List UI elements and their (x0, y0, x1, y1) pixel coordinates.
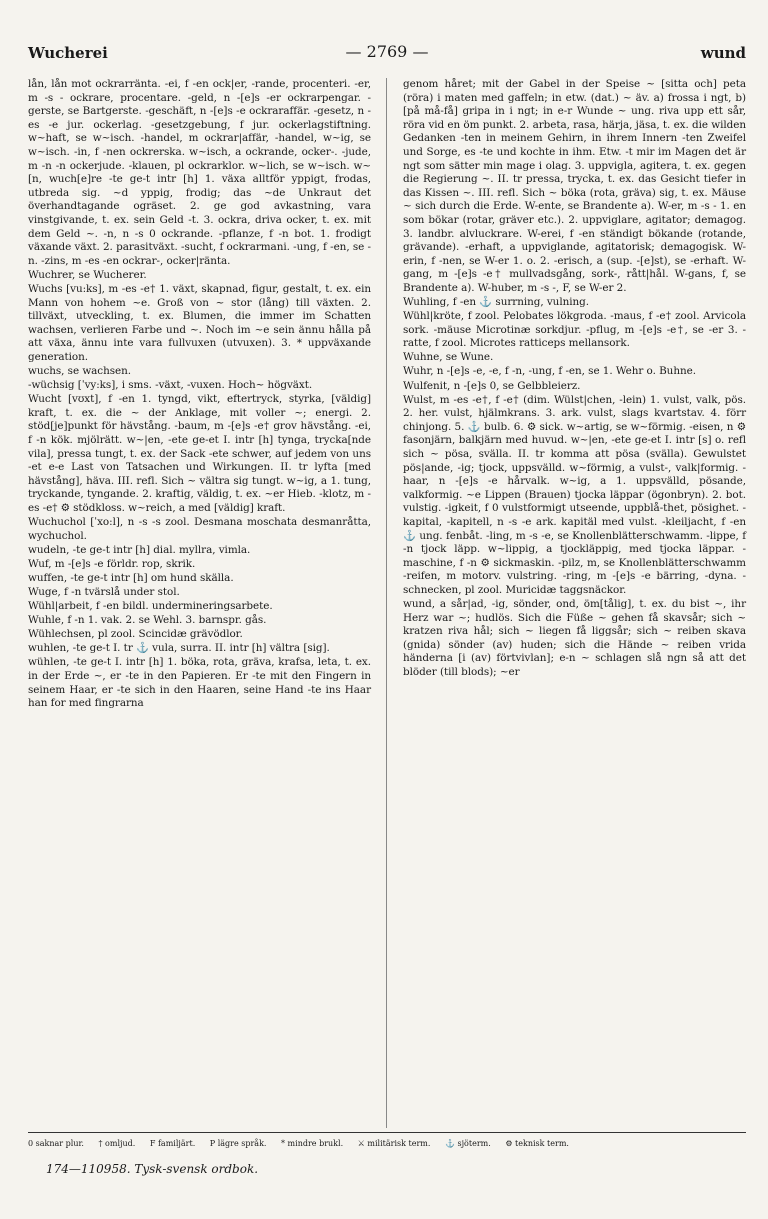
column-divider (386, 78, 387, 1128)
right-column (403, 78, 746, 680)
dictionary-entry: Wuhr, n -[e]s -e, -e, f -n, -ung, f -en, se 1. Wehr o. Buhne. (403, 365, 696, 378)
dictionary-entry: Wuhling, f -en ⚓ surrning, vulning. (403, 296, 590, 308)
dictionary-entry: wuhlen, -te ge-t I. tr ⚓ vula, surra. II. intr [h] vältra [sig]. (28, 642, 330, 655)
dictionary-entry: Wulfenit, n -[e]s 0, se Gelbbleierz. (403, 379, 581, 392)
legend-item: ⚙ teknisk term. (505, 1139, 569, 1148)
dictionary-entry: Wühlechsen, pl zool. Scincidæ grävödlor. (28, 628, 243, 641)
legend-item: 0 saknar plur. (28, 1139, 84, 1148)
dictionary-entry: wund, a sår|ad, -ig, sönder, ond, öm[tålig], t. ex. du bist ~, ihr Herz war ~; hudlös. Sich die Füße ~ gehen få skavsår; sich ~ kratzen riva hål; sich ~ liegen få liggsår; sich ~ reiben skava (gnida) sönder (av) huden; sich die Hände ~ reiben vrida händerna [i (av) förtvivlan]; e-n ~ schlagen slå ngn så att det blöder (till blods); ~er (403, 598, 746, 679)
abbreviation-legend (28, 1138, 746, 1149)
dictionary-entry: wudeln, -te ge-t intr [h] dial. myllra, vimla. (28, 543, 251, 556)
legend-item: † omljud. (98, 1139, 136, 1148)
footer-rule (28, 1132, 746, 1133)
dictionary-entry: Wühl|kröte, f zool. Pelobates lökgroda. -maus, f -e† zool. Arvicola sork. -mäuse Microtinæ sorkdjur. -pflug, m -[e]s -e†, se -er 3. -ratte, f zool. Microtes ratticeps mellansork. (403, 310, 746, 350)
dictionary-entry: wühlen, -te ge-t I. intr [h] 1. böka, rota, gräva, krafsa, leta, t. ex. in der Erde ~, er -te in den Papieren. Er -te mit den Fingern in seinem Haar, er -te sich in den Haaren, seine Hand -te ins Haar han for med fingrarna (28, 656, 371, 710)
dictionary-entry: Wuge, f -n tvärslå under stol. (28, 585, 180, 598)
dictionary-entry: Wuchs [vu:ks], m -es -e† 1. växt, skapnad, figur, gestalt, t. ex. ein Mann von hohem ~e. Groß von ~ stor (lång) till växten. 2. tillväxt, utveckling, t. ex. Blumen, die immer im Schatten wachsen, verlieren Farbe und ~. Noch im ~e sein ännu hålla på att växa, ännu inte vara fullvuxen (utvuxen). 3. * uppväxande generation. (28, 282, 371, 363)
dictionary-entry: Wuhne, se Wune. (403, 351, 494, 364)
dictionary-entry: Wuf, m -[e]s -e förldr. rop, skrik. (28, 557, 196, 570)
legend-item: P lägre språk. (209, 1139, 267, 1148)
dictionary-entry: Wulst, m -es -e†, f -e† (dim. Wülst|chen, -lein) 1. vulst, valk, pös. 2. her. vulst, hjälmkrans. 3. ark. vulst, slags kvartstav. 4. förr chinjong. 5. ⚓ bulb. 6. ⚙ sick. w~artig, se w~förmig. -eisen, n ⚙ fasonjärn, balkjärn med huvud. w~|en, -ete ge-et I. intr [s] o. refl sich ~ pösa, svälla. II. tr komma att pösa (svälla). Gewulstet pös|ande, -ig; tjock, uppsvälld. w~förmig, a vulst-, valk|formig. -haar, n -[e]s -e hårvalk. w~ig, a 1. uppsvälld, pösande, valkformig. ~e Lippen (Brauen) tjocka läppar (ögonbryn). 2. bot. vulstig. -igkeit, f 0 vulstformigt utseende, uppblå-thet, pösighet. -kapital, -kapitell, n -s -e ark. kapitäl med vulst. -kleiljacht, f -en ⚓ ung. fenbåt. -ling, m -s -e, se Knollenblätterschwamm. -lippe, f -n tjock läpp. w~lippig, a tjockläppig, med tjocka läppar. -maschine, f -n ⚙ sickmaskin. -pilz, m, se Knollenblätterschwamm -reifen, m motorv. vulstring. -ring, m -[e]s -e bärring, -dyna. -schnecken, pl zool. Muricidæ taggsnäckor. (403, 393, 746, 596)
dictionary-entry: wuchs, se wachsen. (28, 364, 131, 377)
dictionary-entry: -wüchsig [ˈvy:ks], i sms. -växt, -vuxen. Hoch~ högväxt. (28, 379, 313, 392)
left-column (28, 78, 371, 711)
entry-columns (28, 78, 746, 1128)
right-running-headword: wund (700, 44, 746, 62)
page-number: — 2769 — (345, 42, 429, 61)
dictionary-entry: genom håret; mit der Gabel in der Speise ~ [sitta och] peta (röra) i maten med gaffeln; in etw. (dat.) ~ äv. a) frossa i ngt, b) [på må-få] gripa in i ngt; in e-r Wunde ~ ung. riva upp ett sår, röra vid en öm punkt. 2. arbeta, rasa, härja, jäsa, t. ex. die wilden Gedanken -ten in meinem Gehirn, in ihrem Innern -ten Zweifel und Sorge, es -te und kochte in ihm. Etw. -t mir im Magen det är ngt som sätter min mage i olag. 3. uppvigla, agitera, t. ex. gegen die Regierung ~. II. tr pressa, trycka, t. ex. das Gesicht tiefer in das Kissen ~. III. refl. Sich ~ böka (rota, gräva) sig, t. ex. Mäuse ~ sich durch die Erde. W-ente, se Brandente a). W-er, m -s - 1. en som bökar (rotar, gräver etc.). 2. uppviglare, agitator; demagog. 3. landbr. alvluckrare. W-erei, f -en ständigt bökande (rotande, grävande). -erhaft, a uppviglande, agitatorisk; demagogisk. W-erin, f -nen, se W-er 1. o. 2. -erisch, a (sup. -[e]st), se -erhaft. W-gang, m -[e]s -e† mullvadsgång, sork-, rått|hål. W-gans, f, se Brandente a). W-huber, m -s -, F, se W-er 2. (403, 78, 746, 294)
dictionary-entry: Wucht [vʊxt], f -en 1. tyngd, vikt, eftertryck, styrka, [väldig] kraft, t. ex. die ~ der Anklage, mit voller ~; energi. 2. stöd[je]punkt för hävstång. -baum, m -[e]s -e† grov hävstång. -ei, f -n kök. mjölrätt. w~|en, -ete ge-et I. intr [h] tynga, trycka[nde vila], pressa tungt, t. ex. der Sack -ete schwer, auf jedem von uns -et e-e Last von Tatsachen und Wirkungen. II. tr lyfta [med hävstång], häva. III. refl. Sich ~ vältra sig tungt. w~ig, a 1. tung, tryckande, tyngande. 2. kraftig, väldig, t. ex. ~er Hieb. -klotz, m -es -e† ⚙ stödkloss. w~reich, a med [väldig] kraft. (28, 393, 371, 514)
legend-item: F familjärt. (149, 1139, 196, 1148)
left-running-headword: Wucherei (28, 44, 108, 62)
dictionary-entry: Wuchuchol [ˈxo:l], n -s -s zool. Desmana moschata desmanråtta, wychuchol. (28, 516, 371, 542)
page-header (28, 40, 746, 66)
dictionary-entry: Wühl|arbeit, f -en bildl. undermineringsarbete. (28, 600, 273, 613)
legend-item: * mindre brukl. (281, 1139, 344, 1148)
printer-imprint: 174—110958. Tysk-svensk ordbok. (46, 1162, 259, 1176)
dictionary-entry: Wuhle, f -n 1. vak. 2. se Wehl. 3. barnspr. gås. (28, 614, 267, 627)
dictionary-entry: Wuchrer, se Wucherer. (28, 268, 147, 281)
dictionary-entry: wuffen, -te ge-t intr [h] om hund skälla. (28, 571, 234, 584)
legend-item: ⚓ sjöterm. (444, 1139, 491, 1148)
dictionary-page (28, 40, 746, 1176)
legend-item: ⚔ militärisk term. (357, 1139, 431, 1148)
dictionary-entry: lån, lån mot ockrarränta. -ei, f -en ock|er, -rande, procenteri. -er, m -s - ockrare, procentare. -geld, n -[e]s -er ockrarpengar. -gerste, se Bartgerste. -geschäft, n -[e]s -e ockraraffär. -gesetz, n -es -e jur. ockerlag. -gesetzgebung, f jur. ockerlagstiftning. w~haft, se w~isch. -handel, m ockrar|affär, -handel, w~ig, se w~isch. -in, f -nen ockrerska. w~isch, a ockrande, ocker-. -jude, m -n -n ockerjude. -klauen, pl ockrarklor. w~lich, se w~isch. w~[n, wuch[e]re -te ge-t intr [h] 1. växa alltför yppigt, frodas, utbreda sig. ~d yppig, frodig; das ~de Unkraut det överhandtagande ogräset. 2. ge god avkastning, vara vinstgivande, t. ex. sein Geld -t. 3. ockra, driva ocker, t. ex. mit dem Geld ~. -n, n -s 0 ockrande. -pflanze, f -n bot. 1. frodigt växande växt. 2. parasitväxt. -sucht, f ockrarmani. -ung, f -en, se -n. -zins, m -es -en ockrar-, ocker|ränta. (28, 78, 371, 267)
